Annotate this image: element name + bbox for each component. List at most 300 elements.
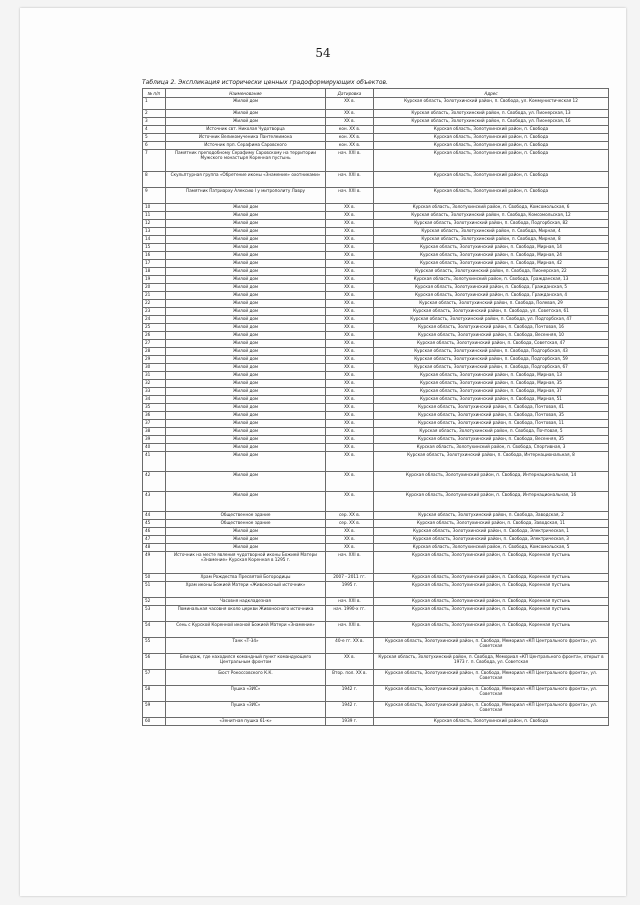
row-number: 13 [143,228,166,236]
row-number: 8 [143,172,166,188]
row-name: Жилой дом [166,204,326,212]
table-row [143,244,609,252]
row-name: Жилой дом [166,396,326,404]
row-date: нач. XXI в. [326,172,374,188]
row-date: нач. XXI в. [326,150,374,172]
row-number: 42 [143,472,166,492]
row-date: XX в. [326,260,374,268]
row-date: XX в. [326,340,374,348]
row-address: Курская область, Золотухинский район, п. Свобода, Полевая, 29 [374,300,609,308]
row-name: Жилой дом [166,268,326,276]
row-number: 18 [143,268,166,276]
row-date: нач. XXI в. [326,622,374,638]
row-number: 28 [143,348,166,356]
row-name: Пушка «ЗИС» [166,686,326,702]
row-number: 37 [143,420,166,428]
row-number: 60 [143,718,166,726]
row-address: Курская область, Золотухинский район, п. Свобода, Почтовая, 16 [374,324,609,332]
row-date: 40-е гг. XX в. [326,638,374,654]
row-address: Курская область, Золотухинский район, п. Свобода, Коренная пустынь [374,606,609,622]
header-name: Наименование [166,89,326,98]
row-name: Памятник преподобному Серафиму Саровскому на территории Мужского монастыря Коренная пустынь [166,150,326,172]
row-name: Жилой дом [166,444,326,452]
row-address: Курская область, Золотухинский район, п. Свобода, Мемориал «КП Центрального фронта», ул. Советская [374,686,609,702]
row-address: Курская область, Золотухинский район, п. Свобода, Пионерская, 22 [374,268,609,276]
table-row [143,512,609,520]
row-name: Жилой дом [166,388,326,396]
row-date: XX в. [326,396,374,404]
row-address: Курская область, Золотухинский район, п. Свобода, Заводская, 2 [374,512,609,520]
row-number: 46 [143,528,166,536]
row-name: Жилой дом [166,372,326,380]
row-date: XX в. [326,316,374,324]
row-address: Курская область, Золотухинский район, п. Свобода [374,126,609,134]
row-number: 22 [143,300,166,308]
row-address: Курская область, Золотухинский район, п. Свобода, Электрическая, 1 [374,528,609,536]
row-address: Курская область, Золотухинский район, п. Свобода, Мирная, 14 [374,244,609,252]
row-name: Жилой дом [166,308,326,316]
row-name: Храм Рождества Пресвятой Богородицы [166,574,326,582]
row-number: 17 [143,260,166,268]
row-date: XX в. [326,220,374,228]
row-name: Жилой дом [166,276,326,284]
table-row [143,324,609,332]
row-address: Курская область, Золотухинский район, п. Свобода, Мирная, 42 [374,260,609,268]
row-date: нач. XXI в. [326,598,374,606]
row-number: 9 [143,188,166,204]
row-date: нач. 1990-х гг. [326,606,374,622]
row-number: 52 [143,598,166,606]
row-date: нач. XXI в. [326,552,374,574]
table-header-row [143,89,609,98]
row-address: Курская область, Золотухинский район, п. Свобода, Мирная, 4 [374,228,609,236]
row-number: 16 [143,252,166,260]
row-number: 38 [143,428,166,436]
row-name: Сень с Курской Коренной иконой Божией Матери «Знамение» [166,622,326,638]
row-date: XX в. [326,412,374,420]
row-number: 5 [143,134,166,142]
table-row [143,126,609,134]
table-row [143,292,609,300]
row-number: 49 [143,552,166,574]
row-number: 57 [143,670,166,686]
row-name: Памятник Патриарху Алексию I у митрополиту Лавру [166,188,326,204]
table-row [143,260,609,268]
table-row [143,252,609,260]
row-address: Курская область, Золотухинский район, п. Свобода, Коренная пустынь [374,552,609,574]
row-date: XX в. [326,472,374,492]
row-name: Скульптурная группа «Обретение иконы «Знамение» охотниками» [166,172,326,188]
row-address: Курская область, Золотухинский район, п. Свобода, Интернациональная, 14 [374,472,609,492]
row-number: 36 [143,412,166,420]
row-address: Курская область, Золотухинский район, п. Свобода, Мемориал «КП Центрального фронта», открыт в 1973 г. п. Свобода, ул. Советская [374,654,609,670]
row-address: Курская область, Золотухинский район, п. Свобода, Подгорбская, 82 [374,220,609,228]
row-address: Курская область, Золотухинский район, п. Свобода, Почтовая, 11 [374,420,609,428]
table-row [143,718,609,726]
row-date: сер. XX в. [326,512,374,520]
table-row [143,372,609,380]
page-number: 54 [315,46,331,60]
row-number: 1 [143,98,166,110]
row-date: 1942 г. [326,702,374,718]
objects-table [142,88,609,726]
row-number: 55 [143,638,166,654]
row-name: Жилой дом [166,528,326,536]
row-number: 29 [143,356,166,364]
row-name: Жилой дом [166,220,326,228]
row-date: XX в. [326,420,374,428]
row-address: Курская область, Золотухинский район, п. Свобода, Гражданская, 13 [374,276,609,284]
table-row [143,134,609,142]
row-number: 7 [143,150,166,172]
row-address: Курская область, Золотухинский район, п. Свобода, Заводская, 11 [374,520,609,528]
row-address: Курская область, Золотухинский район, п. Свобода, Почтовая, 41 [374,404,609,412]
header-number: № п/п [143,89,166,98]
row-date: XX в. [326,300,374,308]
row-date: сер. XX в. [326,520,374,528]
row-number: 26 [143,332,166,340]
table-row [143,598,609,606]
row-date: XX в. [326,372,374,380]
row-address: Курская область, Золотухинский район, п. Свобода, Мемориал «КП Центрального фронта», ул. Советская [374,638,609,654]
row-name: Жилой дом [166,316,326,324]
row-date: XX в. [326,204,374,212]
header-address: Адрес [374,89,609,98]
row-date: XX в. [326,332,374,340]
row-address: Курская область, Золотухинский район, п. Свобода, Почтовая, 35 [374,412,609,420]
table-row [143,544,609,552]
table-row [143,236,609,244]
row-address: Курская область, Золотухинский район, п. Свобода, Интернациональная, 8 [374,452,609,472]
row-number: 53 [143,606,166,622]
row-name: Жилой дом [166,118,326,126]
row-address: Курская область, Золотухинский район, п. Свобода, Гражданская, 4 [374,292,609,300]
row-number: 43 [143,492,166,512]
row-name: Бюст Рокоссовского К.К. [166,670,326,686]
table-row [143,150,609,172]
row-date: XX в. [326,284,374,292]
table-row [143,340,609,348]
table-row [143,220,609,228]
row-address: Курская область, Золотухинский район, п. Свобода [374,134,609,142]
row-date: XX в. [326,444,374,452]
row-address: Курская область, Золотухинский район, п. Свобода, Коренная пустынь [374,574,609,582]
row-name: Жилой дом [166,412,326,420]
row-date: XX в. [326,324,374,332]
row-date: XX в. [326,308,374,316]
row-name: Жилой дом [166,536,326,544]
table-row [143,332,609,340]
table-row [143,212,609,220]
table-row [143,472,609,492]
row-name: Жилой дом [166,356,326,364]
row-date: XX в. [326,452,374,472]
table-row [143,654,609,670]
row-address: Курская область, Золотухинский район, п. Свобода, Интернациональная, 16 [374,492,609,512]
row-number: 4 [143,126,166,134]
row-number: 2 [143,110,166,118]
row-date: XX в. [326,110,374,118]
row-name: Жилой дом [166,292,326,300]
row-name: Жилой дом [166,428,326,436]
table-row [143,606,609,622]
table-row [143,348,609,356]
row-date: XX в. [326,528,374,536]
row-address: Курская область, Золотухинский район, п. Свобода, Мемориал «КП Центрального фронта», ул. Советская [374,670,609,686]
row-date: XX в. [326,118,374,126]
row-number: 30 [143,364,166,372]
row-number: 6 [143,142,166,150]
row-name: Жилой дом [166,252,326,260]
row-date: XX в. [326,252,374,260]
row-name: Поминальная часовня около церкви Живоносного источника [166,606,326,622]
row-number: 41 [143,452,166,472]
table-row [143,204,609,212]
row-address: Курская область, Золотухинский район, п. Свобода, Электрическая, 3 [374,536,609,544]
row-address: Курская область, Золотухинский район, п. Свобода, Весенняя, 10 [374,332,609,340]
row-name: Жилой дом [166,544,326,552]
table-row [143,444,609,452]
row-name: Источник прп. Серафима Саровского [166,142,326,150]
row-date: XX в. [326,428,374,436]
row-address: Курская область, Золотухинский район, п. Свобода, Коренная пустынь [374,582,609,598]
table-row [143,316,609,324]
row-date: XX в. [326,364,374,372]
row-address: Курская область, Золотухинский район, п. Свобода, Почтовая, 5 [374,428,609,436]
row-number: 23 [143,308,166,316]
header-date: Датировка [326,89,374,98]
table-row [143,98,609,110]
row-number: 34 [143,396,166,404]
row-number: 21 [143,292,166,300]
row-address: Курская область, Золотухинский район, п. Свобода [374,142,609,150]
table-row [143,528,609,536]
row-date: XX в. [326,654,374,670]
row-address: Курская область, Золотухинский район, п. Свобода [374,150,609,172]
row-date: XX в. [326,212,374,220]
row-name: Жилой дом [166,228,326,236]
table-row [143,388,609,396]
row-number: 24 [143,316,166,324]
row-name: Жилой дом [166,492,326,512]
table-row [143,574,609,582]
row-date: XX в. [326,536,374,544]
table-row [143,420,609,428]
row-date: 1942 г. [326,686,374,702]
row-number: 3 [143,118,166,126]
table-row [143,702,609,718]
row-number: 56 [143,654,166,670]
table-row [143,268,609,276]
table-row [143,404,609,412]
table-row [143,536,609,544]
row-number: 33 [143,388,166,396]
row-date: XX в. [326,236,374,244]
row-number: 19 [143,276,166,284]
row-name: Источник Великомученика Пантелеимона [166,134,326,142]
row-name: Жилой дом [166,98,326,110]
row-address: Курская область, Золотухинский район, п. Свобода [374,172,609,188]
row-name: Жилой дом [166,284,326,292]
table-row [143,380,609,388]
table-row [143,436,609,444]
row-address: Курская область, Золотухинский район, п. Свобода, Подгорбская, 67 [374,364,609,372]
row-number: 11 [143,212,166,220]
row-name: «Зенитная пушка 61-к» [166,718,326,726]
table-row [143,110,609,118]
table-row [143,582,609,598]
row-number: 20 [143,284,166,292]
row-address: Курская область, Золотухинский район, п. Свобода, Коренная пустынь [374,598,609,606]
row-name: Танк «Т-34» [166,638,326,654]
row-number: 44 [143,512,166,520]
row-number: 59 [143,702,166,718]
row-address: Курская область, Золотухинский район, п. Свобода, ул. Пионерская, 13 [374,110,609,118]
row-name: Жилой дом [166,420,326,428]
document-page [20,8,626,896]
row-number: 14 [143,236,166,244]
table-row [143,412,609,420]
row-name: Жилой дом [166,452,326,472]
row-address: Курская область, Золотухинский район, п. Свобода, Подгорбская, 59 [374,356,609,364]
table-row [143,228,609,236]
table-row [143,172,609,188]
row-address: Курская область, Золотухинский район, п. Свобода, Мирная, 37 [374,388,609,396]
table-body [143,98,609,726]
row-name: Жилой дом [166,260,326,268]
row-address: Курская область, Золотухинский район, п. Свобода [374,718,609,726]
row-date: нач. XXI в. [326,188,374,204]
row-name: Общественное здание [166,520,326,528]
row-address: Курская область, Золотухинский район, п. Свобода, Комсомольская, 5 [374,544,609,552]
table-row [143,452,609,472]
row-name: Жилой дом [166,364,326,372]
row-number: 35 [143,404,166,412]
table-row [143,492,609,512]
row-date: XX в. [326,292,374,300]
row-name: Жилой дом [166,348,326,356]
table-row [143,142,609,150]
row-name: Храм иконы Божией Матери «Живоносный источник» [166,582,326,598]
row-name: Общественное здание [166,512,326,520]
table-row [143,552,609,574]
row-number: 31 [143,372,166,380]
table-row [143,396,609,404]
row-address: Курская область, Золотухинский район, п. Свобода, Коренная пустынь [374,622,609,638]
row-name: Жилой дом [166,340,326,348]
row-date: 2007 - 2011 гг. [326,574,374,582]
row-address: Курская область, Золотухинский район, п. Свобода, ул. Пионерская, 16 [374,118,609,126]
row-address: Курская область, Золотухинский район, п. Свобода, Мирная, 24 [374,252,609,260]
table-row [143,118,609,126]
table-row [143,364,609,372]
row-address: Курская область, Золотухинский район, п. Свобода, Советская, 47 [374,340,609,348]
row-number: 40 [143,444,166,452]
row-number: 51 [143,582,166,598]
row-date: XX в. [326,380,374,388]
table-row [143,520,609,528]
row-address: Курская область, Золотухинский район, п. Свобода, Мирная, 8 [374,236,609,244]
row-date: XX в. [326,492,374,512]
row-address: Курская область, Золотухинский район, п. Свобода, ул. Коммунистическая 12 [374,98,609,110]
row-date: Втор. пол. XX в. [326,670,374,686]
row-number: 58 [143,686,166,702]
row-number: 39 [143,436,166,444]
table-row [143,276,609,284]
row-address: Курская область, Золотухинский район, п. Свобода, Мемориал «КП Центрального фронта», ул. Советская [374,702,609,718]
row-number: 47 [143,536,166,544]
table-row [143,300,609,308]
table-row [143,428,609,436]
row-name: Жилой дом [166,472,326,492]
row-address: Курская область, Золотухинский район, п. Свобода, Гражданская, 5 [374,284,609,292]
row-date: XX в. [326,388,374,396]
row-number: 54 [143,622,166,638]
row-number: 12 [143,220,166,228]
row-date: 1995 г. [326,582,374,598]
table-row [143,308,609,316]
row-date: XX в. [326,268,374,276]
row-date: кон. XX в. [326,142,374,150]
row-date: XX в. [326,356,374,364]
row-address: Курская область, Золотухинский район, п. Свобода, Спортивная, 3 [374,444,609,452]
row-address: Курская область, Золотухинский район, п. Свобода, Комсомольская, 12 [374,212,609,220]
table-row [143,356,609,364]
row-number: 27 [143,340,166,348]
table-row [143,686,609,702]
row-address: Курская область, Золотухинский район, п. Свобода, Подгорбская, 43 [374,348,609,356]
row-name: Жилой дом [166,300,326,308]
row-address: Курская область, Золотухинский район, п. Свобода, ул. Советская, 61 [374,308,609,316]
row-number: 45 [143,520,166,528]
table-row [143,638,609,654]
row-name: Жилой дом [166,436,326,444]
row-number: 32 [143,380,166,388]
row-address: Курская область, Золотухинский район, п. Свобода, Весенняя, 35 [374,436,609,444]
row-name: Жилой дом [166,110,326,118]
row-address: Курская область, Золотухинский район, п. Свобода, Мирная, 35 [374,380,609,388]
row-number: 48 [143,544,166,552]
row-number: 10 [143,204,166,212]
row-name: Часовня надкладезная [166,598,326,606]
row-name: Источник на месте явления чудотворной иконы Божией Матери «Знамение» Курская Коренная в 1295 г. [166,552,326,574]
row-address: Курская область, Золотухинский район, п. Свобода, Мирная, 51 [374,396,609,404]
row-name: Источник свт. Николая Чудотворца [166,126,326,134]
row-name: Жилой дом [166,324,326,332]
row-name: Жилой дом [166,404,326,412]
row-name: Жилой дом [166,212,326,220]
row-name: Жилой дом [166,380,326,388]
row-date: кон. XX в. [326,126,374,134]
row-date: XX в. [326,98,374,110]
row-date: XX в. [326,276,374,284]
row-date: XX в. [326,544,374,552]
row-number: 15 [143,244,166,252]
row-name: Жилой дом [166,236,326,244]
row-name: Блиндаж, где находился командный пункт командующего Центральным фронтом [166,654,326,670]
table-row [143,284,609,292]
row-name: Жилой дом [166,332,326,340]
row-address: Курская область, Золотухинский район, п. Свобода, ул. Подгорбская, 47 [374,316,609,324]
table-caption: Таблица 2. Экспликация исторически ценных градоформирующих объектов. [142,79,388,86]
row-name: Пушка «ЗИС» [166,702,326,718]
row-date: XX в. [326,228,374,236]
row-date: 1939 г. [326,718,374,726]
table-row [143,188,609,204]
row-address: Курская область, Золотухинский район, п. Свобода [374,188,609,204]
row-number: 25 [143,324,166,332]
table-row [143,622,609,638]
